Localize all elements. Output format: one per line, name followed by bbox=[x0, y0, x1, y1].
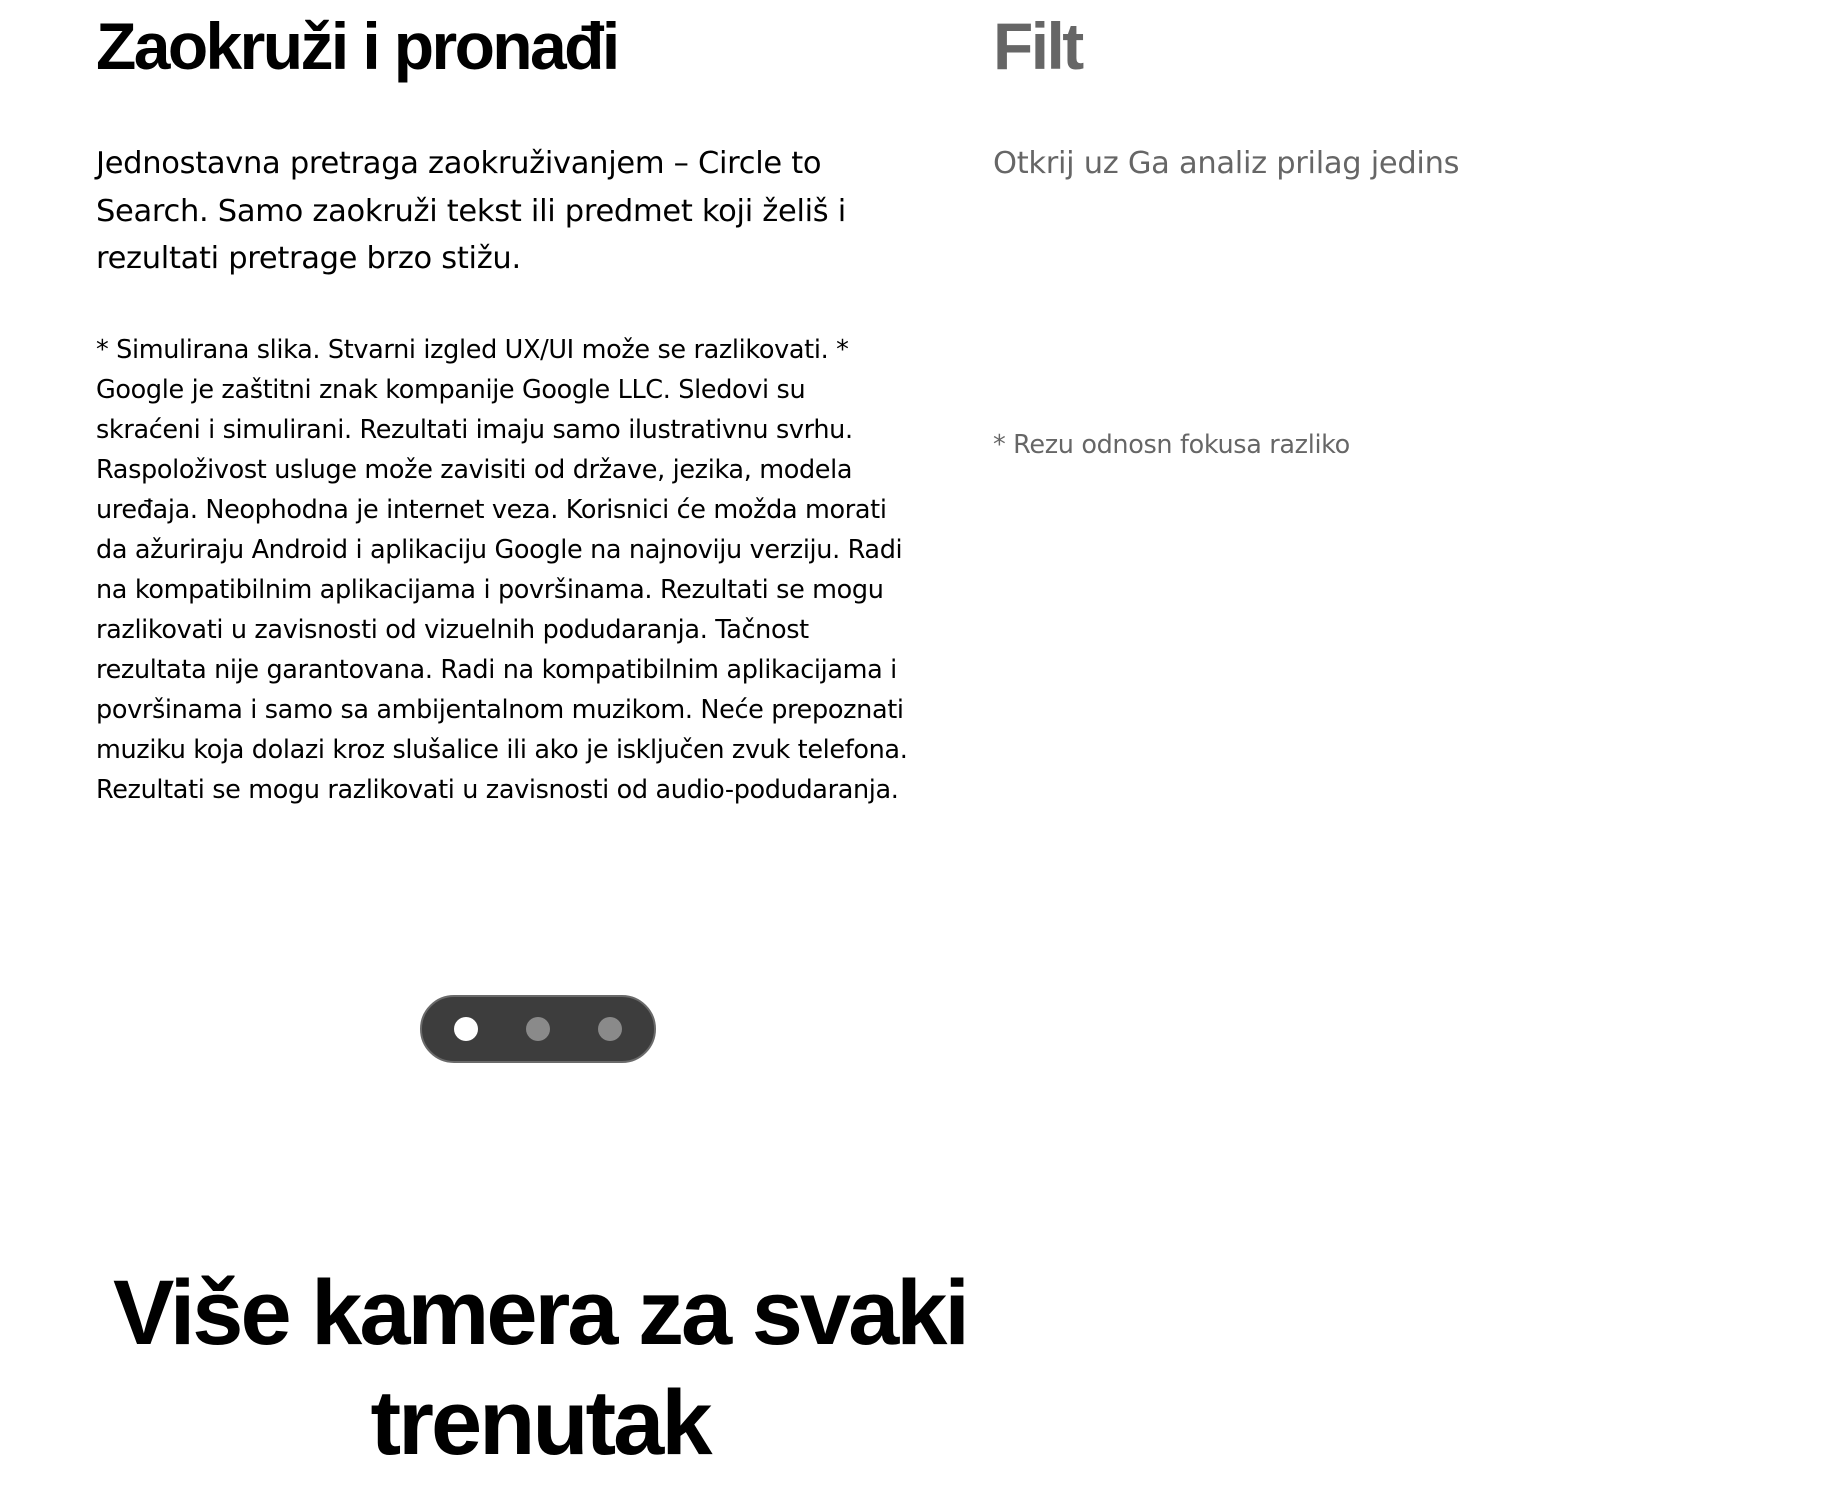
carousel-pagination bbox=[420, 995, 656, 1063]
pagination-dot-1[interactable] bbox=[454, 1017, 478, 1041]
pagination-dot-3[interactable] bbox=[598, 1017, 622, 1041]
slide-title: Filt bbox=[993, 9, 1082, 83]
slide-description: Otkrij uz Ga analiz prilag jedins bbox=[993, 146, 1460, 181]
slide-description: Jednostavna pretraga zaokruživanjem – Circle to Search. Samo zaokruži tekst ili predmet koji želiš i rezultati pretrage brzo stižu. bbox=[96, 146, 846, 276]
pagination-dot-2[interactable] bbox=[526, 1017, 550, 1041]
slide-disclaimer: * Rezu odnosn fokusa razliko bbox=[993, 430, 1350, 460]
slide-title: Zaokruži i pronađi bbox=[96, 9, 618, 83]
slide-disclaimer: * Simulirana slika. Stvarni izgled UX/UI može se razlikovati. * Google je zaštitni znak kompanije Google LLC. Sledovi su skraćeni i simulirani. Rezultati imaju samo ilustrativnu svrhu. Raspoloživost usluge može zavisiti od države, jezika, modela uređaja. Neophodna je internet veza. Korisnici će možda morati da ažuriraju Android i aplikaciju Google na najnoviju verziju. Radi na kompatibilnim aplikacijama i površinama. Rezultati se mogu razlikovati u zavisnosti od vizuelnih podudaranja. Tačnost rezultata nije garantovana. Radi na kompatibilnim aplikacijama i površinama i samo sa ambijentalnom muzikom. Neće prepoznati muziku koja dolazi kroz slušalice ili ako je isključen zvuk telefona. Rezultati se mogu razlikovati u zavisnosti od audio-podudaranja. bbox=[96, 335, 908, 805]
feature-carousel[interactable] bbox=[0, 0, 1460, 900]
section-heading: Više kamera za svaki trenutak bbox=[113, 1262, 967, 1474]
